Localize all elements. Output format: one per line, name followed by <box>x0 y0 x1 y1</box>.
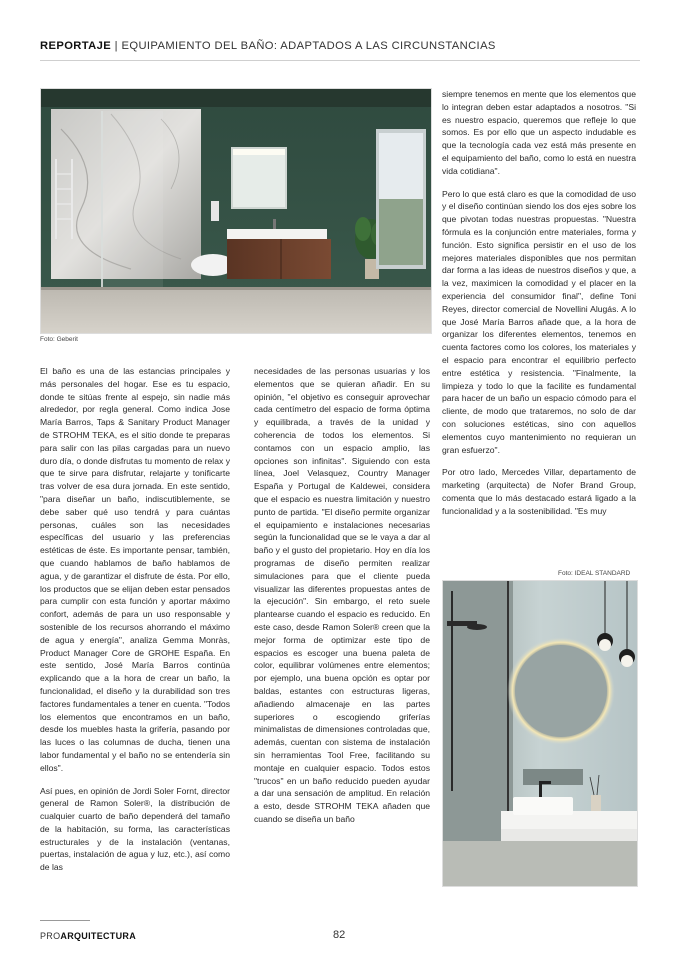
washbasin-illustration <box>443 581 637 886</box>
bathroom-photo-ideal-standard <box>442 580 638 887</box>
text-column-3 <box>442 88 636 528</box>
running-header <box>40 40 496 52</box>
page-number: 82 <box>333 929 346 941</box>
photo-caption-ideal-standard: Foto: IDEAL STANDARD <box>558 570 631 577</box>
header-separator: | <box>111 40 122 52</box>
header-title: EQUIPAMIENTO DEL BAÑO: ADAPTADOS A LAS CIRCUNSTANCIAS <box>121 40 496 52</box>
paragraph: Pero lo que está claro es que la comodidad de uso y el diseño continúan siendo los dos ejes sobre los que pivotan todas nuestras propuestas. "Nuestra fórmula es la conjunción entre materiales, forma y función. Esto significa persistir en el uso de los mejores materiales disponibles que nos permitan dar forma a las ideas de nuestros diseños y que, a la vez, maximicen la comodidad y el placer en la experiencia del consumidor final", define Toni Reyes, director comercial de Novellini Alugás. A lo que José María Barros añade que, a la hora de organizar los diferentes elementos, tenemos en cuenta factores como los colores, los materiales y el espacio para encontrar el equilibrio perfecto entre estética y resistencia. "Finalmente, la limpieza y todo lo que la facilite es fundamental para hacer de un baño un espacio cómodo para el cliente, de modo que trataremos, no solo de dar con soluciones estéticas, sino con aquellos elementos cuyo mantenimiento no requieran un gran esfuerzo". <box>442 188 636 455</box>
paragraph: Así pues, en opinión de Jordi Soler Fornt, director general de Ramon Soler®, la distribución de cualquier cuarto de baño dependerá del tamaño de la habitación, su forma, las características estructurales y de la instalación (ventanas, puertas, instalación de agua y luz, etc.), así como de las <box>40 785 230 873</box>
paragraph: necesidades de las personas usuarias y los elementos que se quieran añadir. En su opinión, "el objetivo es conseguir aprovechar cada centímetro del espacio de forma óptima y equilibrada, a través de la unidad y coherencia de todos los elementos. Si contamos con un espacio amplio, las opciones son infinitas". Siguiendo con esta línea, Joel Velasquez, Country Manager España y Portugal de Kaldewei, considera que el espacio es nuestra limitación y nuestro punto de partida. "El diseño permite organizar el equipamiento e instalaciones necesarias según la funcionalidad que se le vaya a dar al baño y el gusto del propietario. Hoy en día los programas de diseño permiten realizar simulaciones para que el cliente pueda visualizar las diferentes propuestas antes de la ejecución". Sin embargo, el reto suele plantearse cuando el espacio es reducido. En este caso, desde Ramon Soler® creen que la mejor forma de optimizar este tipo de espacios es escoger una buena paleta de color, equilibrar volúmenes entre elementos; por ejemplo, una buena opción es optar por baldas, estantes con estructuras ligeras, añadiendo almacenaje en las partes superiores o escogiendo griferías minimalistas de dimensiones controladas que, además, cuentan con sistema de instalación sin herramientas Tool Free, facilitando su montaje en cualquier espacio. Todos estos "trucos" en un baño reducido pueden ayudar a dar una sensación de amplitud. En relación a esto, desde STROHM TEKA añaden que cuando se diseña un baño <box>254 366 430 824</box>
bathroom-illustration <box>41 89 431 333</box>
text-column-2 <box>254 365 430 836</box>
magazine-brand <box>40 931 136 941</box>
photo-caption-geberit: Foto: Geberit <box>40 336 78 343</box>
bathroom-photo-geberit <box>40 88 432 334</box>
paragraph: Por otro lado, Mercedes Villar, departamento de marketing (arquitecta) de Nofer Brand Group, comenta que lo más destacado estará ligado a la funcionalidad y a la sostenibilidad. "Es muy <box>442 467 636 516</box>
paragraph: siempre tenemos en mente que los elementos que lo integran deben estar adaptados a nosotros. "Si es nuestro espacio, queremos que refleje lo que somos. Es por ello que un aspecto indudable es que la tecnología cada vez está más presente en el equipamiento del baño, como lo está en nuestra vida cotidiana". <box>442 89 636 176</box>
text-column-1 <box>40 365 230 884</box>
brand-name: ARQUITECTURA <box>60 931 137 941</box>
paragraph: El baño es una de las estancias principales y más personales del hogar. Ese es tu espacio, donde te sitúas frente al espejo, sin nadie más alrededor, por regla general. Como indica Jose María Barros, Taps & Sanitary Product Manager de STROHM TEKA, es el sitio donde te preparas para salir con las pilas cargadas para un nuevo duro día, o donde disfrutas tu momento de relax y que te sirve para disfrutar, relajarte y tonificarte tras volver de esa dura jornada. En este sentido, "para diseñar un baño, indiscutiblemente, se debe saber qué uso tendrá y para cuántas personas, cuáles son las necesidades específicas del usuario y las preferencias estéticas de éste. Es importante pensar, también, que cuando hablamos de baño hablamos de agua, y de garantizar el disfrute de ésta. Por ello, los productos que se elijan deben estar pensados para cumplir con esta función y aportar máximo confort, además de para un uso responsable y sostenible de los recursos ahorrando el máximo de agua y energía", analiza Gemma Monràs, Product Manager Core de GROHE España. En este sentido, José María Barros continúa explicando que a la hora de crear un baño, la funcionalidad, el diseño y la durabilidad son tres factores fundamentales a tener en cuenta. "Todos los elementos que encontramos en un baño, desde los muebles hasta la grifería, pasando por las luces o las columnas de ducha, tienen una labor fundamental y el baño no se entendería sin ellos". <box>40 366 230 773</box>
brand-prefix: PRO <box>40 931 61 941</box>
footer-divider <box>40 920 90 921</box>
header-divider <box>40 60 640 61</box>
section-label: REPORTAJE <box>40 40 112 52</box>
